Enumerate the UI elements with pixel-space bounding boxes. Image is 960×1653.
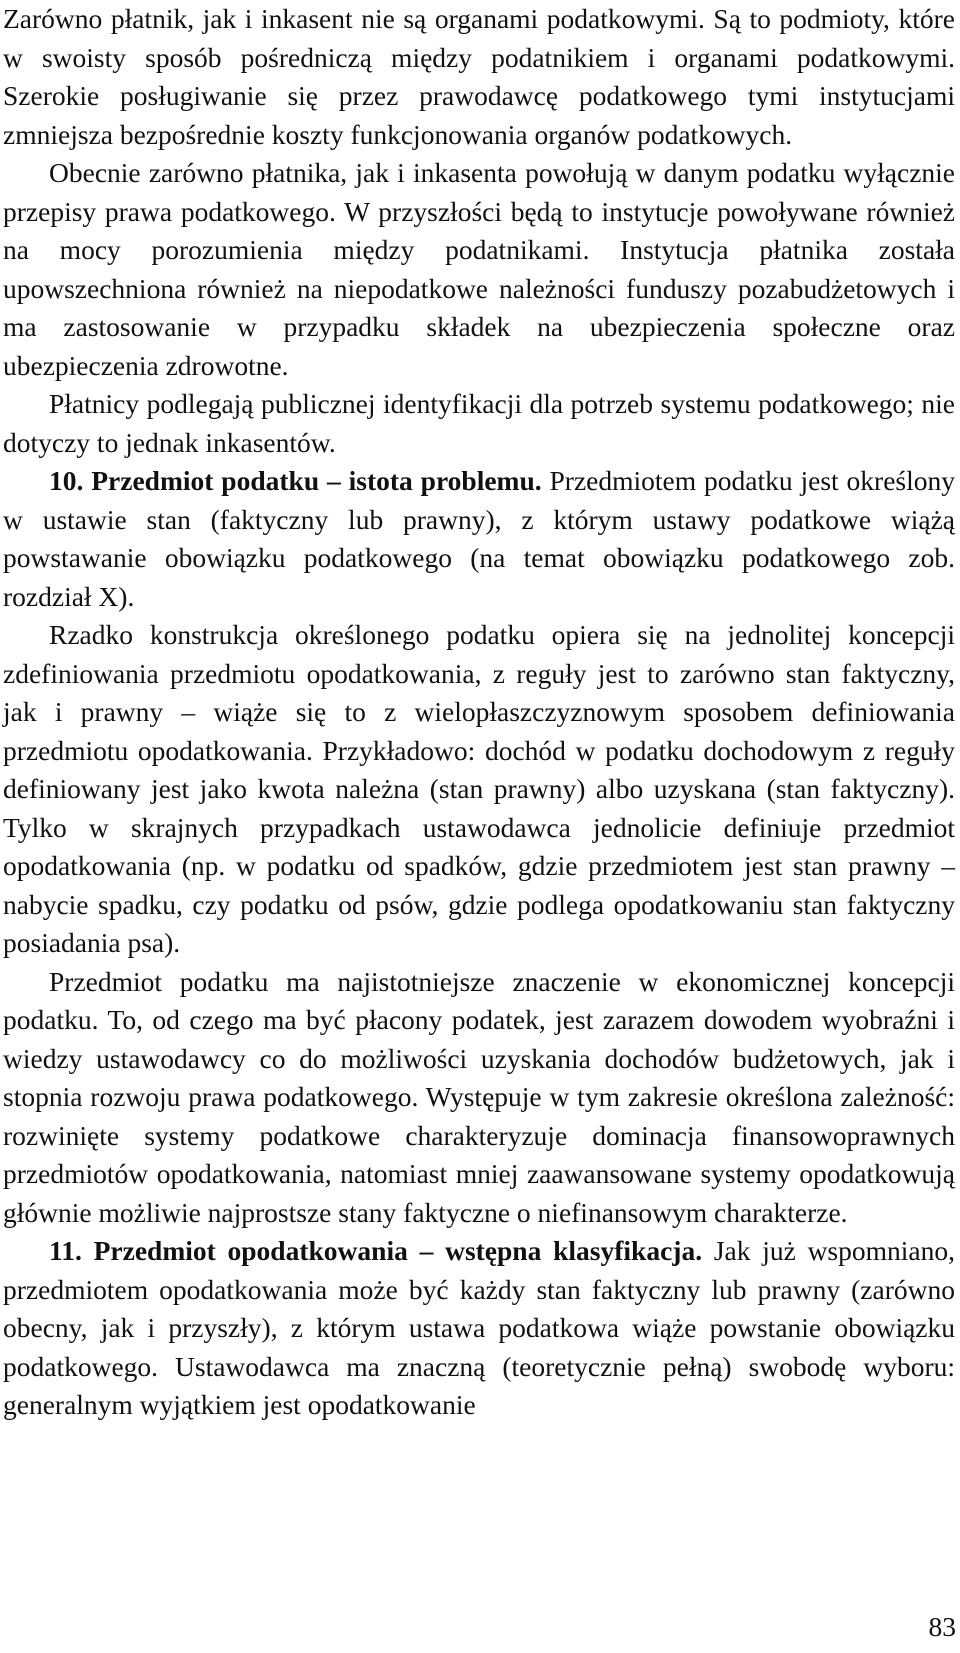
- section-heading: 10. Przedmiot podatku – istota problemu.: [49, 465, 542, 496]
- paragraph: [3, 963, 955, 1233]
- paragraph: [3, 0, 955, 154]
- section-heading: 11. Przedmiot opodatkowania – wstępna klasyfikacja.: [49, 1235, 703, 1266]
- paragraph-text: Rzadko konstrukcja określonego podatku opiera się na jednolitej koncepcji zdefiniowania przedmiotu opodatkowania, z reguły jest to zarówno stan faktyczny, jak i prawny – wiąże się to z wielopłaszczyznowym sposobem definiowania przedmiotu opodatkowania. Przykładowo: dochód w podatku dochodowym z reguły definiowany jest jako kwota należna (stan prawny) albo uzyskana (stan faktyczny). Tylko w skrajnych przypadkach ustawodawca jednolicie definiuje przedmiot opodatkowania (np. w podatku od spadków, gdzie przedmiotem jest stan prawny – nabycie spadku, czy podatku od psów, gdzie podlega opodatkowaniu stan faktyczny posiadania psa).: [3, 619, 955, 958]
- paragraph-text: Zarówno płatnik, jak i inkasent nie są organami podatkowymi. Są to podmioty, które w swoisty sposób pośredniczą między podatnikiem i organami podatkowymi. Szerokie posługiwanie się przez prawodawcę podatkowego tymi instytucjami zmniejsza bezpośrednie koszty funkcjonowania organów podatkowych.: [3, 3, 955, 150]
- paragraph-text: Płatnicy podlegają publicznej identyfikacji dla potrzeb systemu podatkowego; nie dotyczy to jednak inkasentów.: [3, 388, 955, 458]
- paragraph: [3, 616, 955, 963]
- paragraph-text: Przedmiot podatku ma najistotniejsze znaczenie w ekonomicznej koncepcji podatku. To, od czego ma być płacony podatek, jest zarazem dowodem wyobraźni i wiedzy ustawodawcy co do możliwości uzyskania dochodów budżetowych, jak i stopnia rozwoju prawa podatkowego. Występuje w tym zakresie określona zależność: rozwinięte systemy podatkowe charakteryzuje dominacja finansowoprawnych przedmiotów opodatkowania, natomiast mniej zaawansowane systemy opodatkowują głównie możliwie najprostsze stany faktyczne o niefinansowym charakterze.: [3, 965, 955, 1228]
- paragraph: [3, 462, 955, 616]
- paragraph-text: Obecnie zarówno płatnika, jak i inkasenta powołują w danym podatku wyłącznie przepisy prawa podatkowego. W przyszłości będą to instytucje powoływane również na mocy porozumienia między podatnikami. Instytucja płatnika została upowszechniona również na niepodatkowe należności funduszy pozabudżetowych i ma zastosowanie w przypadku składek na ubezpieczenia społeczne oraz ubezpieczenia zdrowotne.: [3, 157, 955, 381]
- paragraph: [3, 154, 955, 385]
- page-body: [3, 0, 955, 1425]
- page-number: 83: [928, 1611, 956, 1642]
- paragraph-text: Przedmiotem podatku jest określony w ustawie stan (faktyczny lub prawny), z którym ustawy podatkowe wiążą powstawanie obowiązku podatkowego (na temat obowiązku podatkowego zob. rozdział X).: [3, 465, 955, 612]
- paragraph: [3, 385, 955, 462]
- paragraph-text: Jak już wspomniano, przedmiotem opodatkowania może być każdy stan faktyczny lub prawny (zarówno obecny, jak i przyszły), z którym ustawa podatkowa wiąże powstanie obowiązku podatkowego. Ustawodawca ma znaczną (teoretycznie pełną) swobodę wyboru: generalnym wyjątkiem jest opodatkowanie: [3, 1235, 955, 1420]
- paragraph: [3, 1232, 955, 1425]
